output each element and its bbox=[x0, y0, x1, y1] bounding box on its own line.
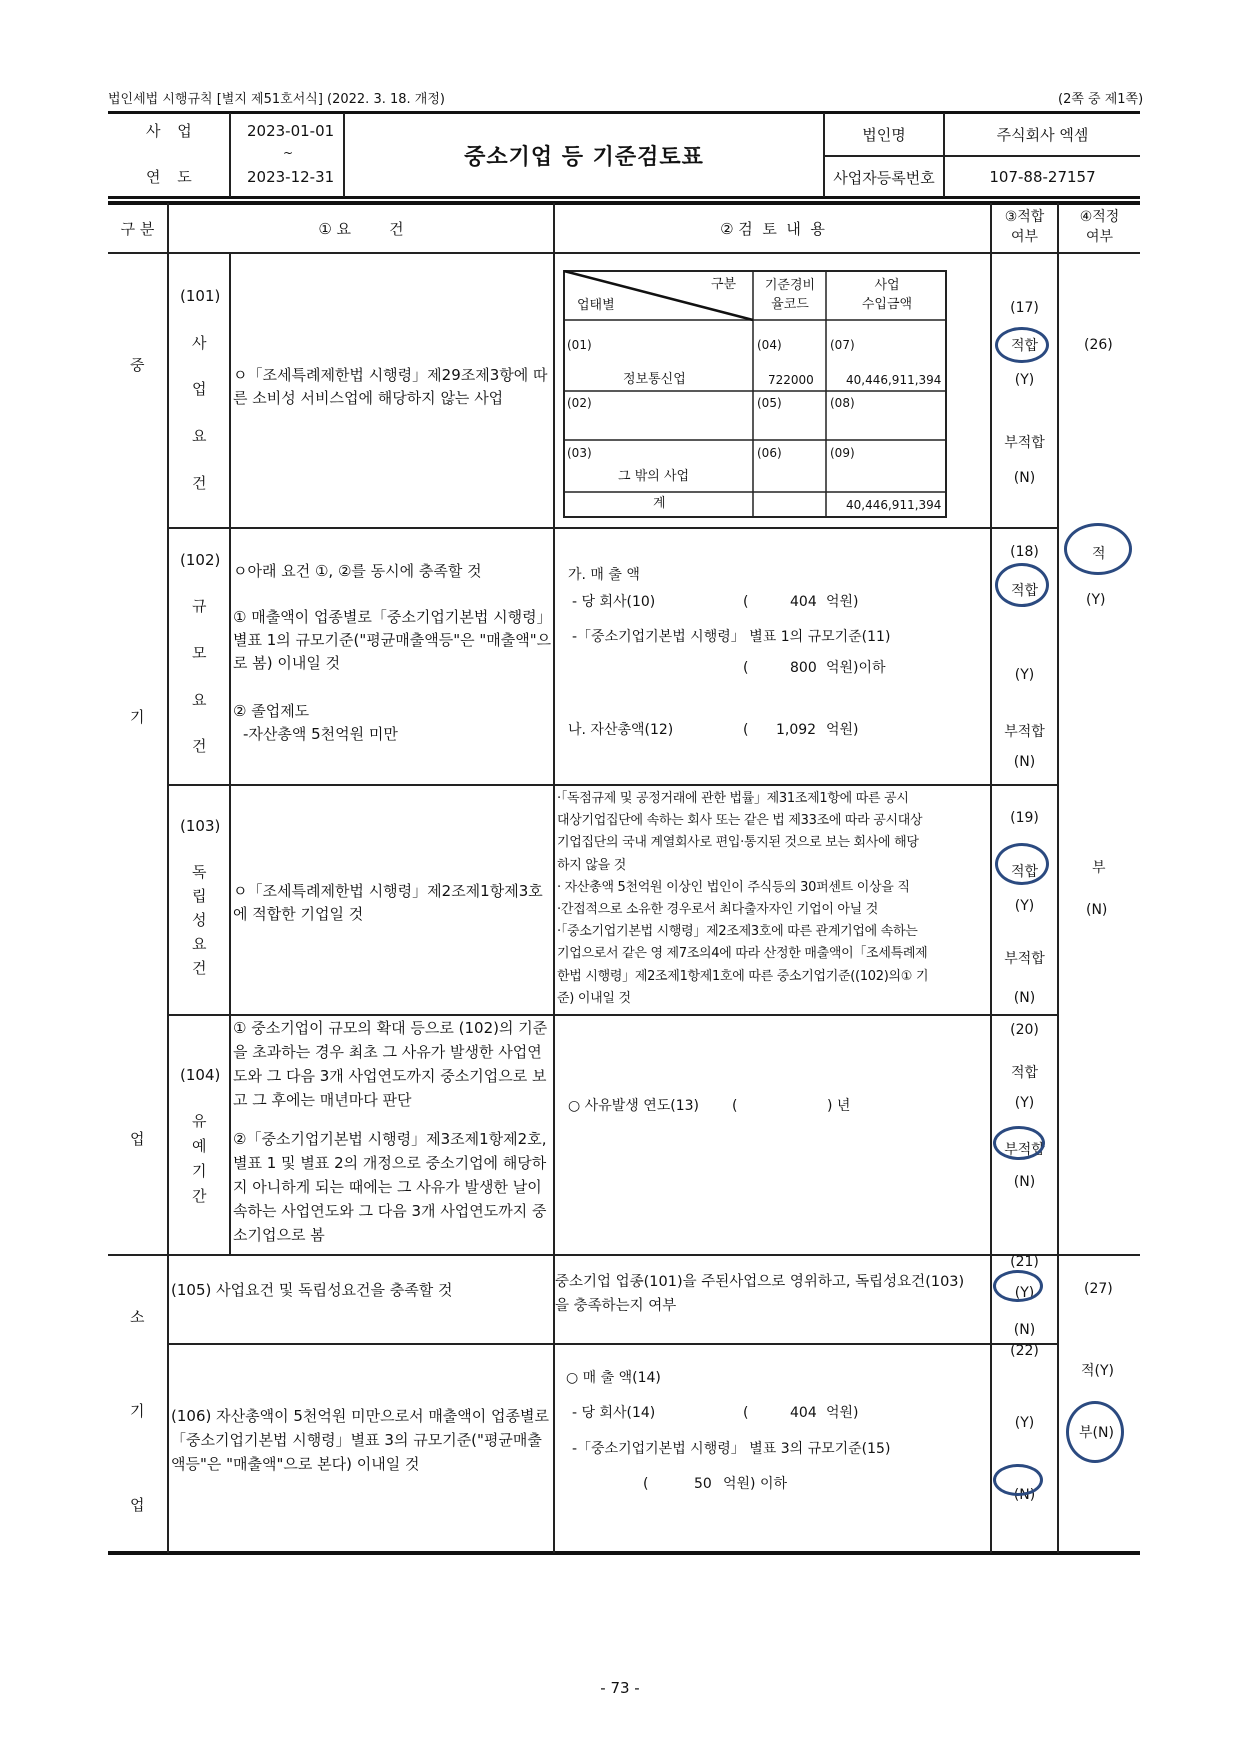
paren-open: ( bbox=[732, 1098, 738, 1114]
row102-label-char: 규 bbox=[192, 597, 207, 615]
selected-circle-mark bbox=[993, 1126, 1045, 1160]
period-label-bottom: 연 도 bbox=[146, 168, 198, 186]
header-code-line: 율코드 bbox=[771, 297, 809, 312]
selected-circle-mark bbox=[993, 1270, 1043, 1302]
fit-no-option[interactable]: (N) bbox=[1013, 1487, 1036, 1503]
corp-name-label: 법인명 bbox=[862, 125, 906, 144]
row102-std-value: 800 bbox=[790, 660, 817, 676]
row106-sales-title: ○ 매 출 액(14) bbox=[566, 1370, 661, 1386]
fit-no-code: (N) bbox=[1013, 470, 1036, 486]
cell-amount: 40,446,911,394 bbox=[846, 373, 942, 387]
selected-circle-mark bbox=[995, 843, 1049, 885]
row103-label-char: 건 bbox=[192, 959, 207, 977]
review-line: ·「독점규제 및 공정거래에 관한 법률」제31조제1항에 따른 공시 bbox=[557, 791, 909, 806]
fit-no: (22) bbox=[1010, 1343, 1039, 1359]
review-line: 대상기업집단에 속하는 회사 또는 같은 법 제33조에 따라 공시대상 bbox=[557, 813, 923, 829]
divider bbox=[167, 203, 169, 1553]
total-amount: 40,446,911,394 bbox=[846, 498, 942, 512]
row106-requirement: (106) 자산총액이 5천억원 미만으로서 매출액이 업종별로「중소기업기본법 시행령」별표 3의 규모기준("평균매출액등"은 "매출액"으로 본다) 이내일 것 bbox=[171, 1407, 550, 1473]
cell-no: (03) bbox=[567, 446, 592, 460]
row106-std-label: -「중소기업기본법 시행령」 별표 3의 규모기준(15) bbox=[572, 1441, 891, 1457]
row102-own-value: 404 bbox=[790, 594, 817, 610]
fit-yes-option[interactable]: 적합 bbox=[1010, 338, 1039, 354]
page-number: - 73 - bbox=[600, 1679, 640, 1697]
row103-code: (103) bbox=[180, 817, 221, 835]
cell-no: (04) bbox=[757, 338, 782, 352]
corp-name-value: 주식회사 엑셈 bbox=[996, 125, 1089, 144]
unit-label: 억원)이하 bbox=[826, 660, 886, 676]
cell-business-type: 정보통신업 bbox=[623, 372, 686, 387]
proper-yes-option[interactable]: 적(Y) bbox=[1081, 1363, 1114, 1379]
row103-label-char: 성 bbox=[192, 911, 207, 929]
fit-yes-code: (Y) bbox=[1014, 667, 1035, 683]
header-code-line: 기준경비 bbox=[764, 278, 816, 293]
divider bbox=[167, 1343, 1057, 1345]
row101-code: (101) bbox=[180, 287, 221, 305]
row102-req-item2: ② 졸업제도 bbox=[233, 702, 310, 720]
business-type-table bbox=[563, 270, 947, 518]
fit-no-option[interactable]: (N) bbox=[1013, 1322, 1036, 1338]
fit-yes-option[interactable]: (Y) bbox=[1014, 1415, 1035, 1431]
paren-open: ( bbox=[743, 594, 749, 610]
diag-header-bottom: 업태별 bbox=[577, 298, 615, 313]
group-label-char: 업 bbox=[130, 1130, 145, 1148]
row101-label-char: 건 bbox=[192, 474, 207, 492]
fit-yes-code: (Y) bbox=[1014, 1095, 1035, 1111]
col-header-fit-line2: 여부 bbox=[1010, 229, 1039, 245]
row104-code: (104) bbox=[180, 1066, 221, 1084]
row102-asset-label: 나. 자산총액(12) bbox=[568, 722, 674, 738]
proper-no-option[interactable]: 부(N) bbox=[1079, 1425, 1114, 1441]
group-label-char: 업 bbox=[130, 1496, 145, 1514]
row104-label-char: 간 bbox=[192, 1187, 207, 1205]
fit-no: (21) bbox=[1010, 1254, 1039, 1270]
col-header-category: 구 분 bbox=[120, 220, 155, 238]
review-line: 준) 이내일 것 bbox=[557, 990, 631, 1006]
page-title: 중소기업 등 기준검토표 bbox=[464, 144, 704, 170]
proper-no-code: (N) bbox=[1086, 902, 1108, 918]
row102-std-label: -「중소기업기본법 시행령」 별표 1의 규모기준(11) bbox=[572, 629, 891, 645]
cell-no: (07) bbox=[830, 338, 855, 352]
cell-code: 722000 bbox=[768, 373, 814, 387]
row102-req-intro: ㅇ아래 요건 ①, ②를 동시에 충족할 것 bbox=[233, 562, 482, 580]
cell-no: (09) bbox=[830, 446, 855, 460]
row102-label-char: 요 bbox=[192, 691, 207, 709]
fit-no: (18) bbox=[1010, 544, 1039, 560]
col-header-requirement: ① 요 건 bbox=[318, 220, 404, 238]
review-line: 기업으로서 같은 영 제7조의4에 따라 산정한 매출액이「조세특례제 bbox=[557, 946, 928, 962]
divider bbox=[108, 252, 1140, 254]
unit-label: 억원) 이하 bbox=[723, 1476, 788, 1492]
col-header-proper bbox=[1059, 207, 1140, 247]
fit-yes-option[interactable]: 적합 bbox=[1010, 1065, 1039, 1081]
table-bottom-rule bbox=[108, 1551, 1140, 1555]
review-line: 하지 않을 것 bbox=[557, 857, 626, 873]
review-line: 기업집단의 국내 계열회사로 편입·통지된 것으로 보는 회사에 해당 bbox=[557, 835, 919, 851]
fit-yes-option[interactable]: 적합 bbox=[1010, 583, 1039, 599]
row105-requirement: (105) 사업요건 및 독립성요건을 충족할 것 bbox=[171, 1281, 453, 1299]
row102-label-char: 모 bbox=[192, 644, 207, 662]
row102-code: (102) bbox=[180, 551, 221, 569]
paren-open: ( bbox=[743, 1405, 749, 1421]
row102-label-char: 건 bbox=[192, 737, 207, 755]
divider bbox=[1057, 203, 1059, 1553]
row103-label-char: 립 bbox=[192, 887, 207, 905]
group-label-char: 기 bbox=[130, 1402, 145, 1420]
divider bbox=[167, 784, 1057, 786]
proper-yes-code: (Y) bbox=[1086, 592, 1106, 608]
row101-label-char: 사 bbox=[192, 334, 207, 352]
row102-asset-value: 1,092 bbox=[776, 722, 817, 738]
group-label-char: 소 bbox=[130, 1308, 145, 1326]
row106-std-value: 50 bbox=[694, 1476, 712, 1492]
row104-label-char: 예 bbox=[192, 1137, 207, 1155]
row103-requirement: ㅇ「조세특례제한법 시행령」제2조제1항제3호에 적합한 기업일 것 bbox=[233, 882, 543, 923]
row104-label-char: 유 bbox=[192, 1112, 207, 1130]
row103-label-char: 독 bbox=[192, 863, 207, 881]
unit-label: 억원) bbox=[826, 1405, 859, 1421]
col-header-fit bbox=[992, 207, 1057, 247]
diag-header-top: 구분 bbox=[711, 277, 737, 292]
header-amount bbox=[827, 276, 947, 314]
selected-circle-mark bbox=[995, 327, 1049, 363]
cell-no: (02) bbox=[567, 396, 592, 410]
row105-review: 중소기업 업종(101)을 주된사업으로 영위하고, 독립성요건(103)을 충족하는지 여부 bbox=[555, 1274, 965, 1314]
fit-no-option[interactable]: 부적합 bbox=[1004, 724, 1045, 740]
fit-no-code: (N) bbox=[1013, 754, 1036, 770]
fit-no: (20) bbox=[1010, 1022, 1039, 1038]
group-label-char: 기 bbox=[130, 708, 145, 726]
row104-review-label: ○ 사유발생 연도(13) bbox=[568, 1098, 699, 1114]
total-label: 계 bbox=[653, 496, 666, 511]
row103-label-char: 요 bbox=[192, 935, 207, 953]
period-separator: ~ bbox=[283, 146, 294, 160]
fit-no-code: (N) bbox=[1013, 990, 1036, 1006]
fit-yes-code: (Y) bbox=[1014, 372, 1035, 388]
divider bbox=[553, 203, 555, 1553]
row102-req-item2-sub: -자산총액 5천억원 미만 bbox=[243, 725, 398, 743]
period-start: 2023-01-01 bbox=[247, 122, 335, 140]
fit-no-code: (N) bbox=[1013, 1174, 1036, 1190]
fit-no-option[interactable]: 부적합 bbox=[1004, 435, 1045, 451]
col-header-proper-line1: ④적정 bbox=[1079, 209, 1120, 225]
col-header-review: ② 검 토 내 용 bbox=[720, 220, 825, 238]
row101-requirement: ㅇ「조세특례제한법 시행령」제29조제3항에 따른 소비성 서비스업에 해당하지 않는 사업 bbox=[233, 366, 548, 407]
fit-no: (17) bbox=[1010, 300, 1039, 316]
fit-no-option[interactable]: 부적합 bbox=[1004, 1142, 1045, 1158]
paren-open: ( bbox=[743, 722, 749, 738]
row104-label-char: 기 bbox=[192, 1162, 207, 1180]
fit-yes-option[interactable]: 적합 bbox=[1010, 864, 1039, 880]
selected-circle-mark bbox=[995, 563, 1049, 607]
selected-circle-mark bbox=[993, 1464, 1043, 1496]
fit-no-option[interactable]: 부적합 bbox=[1004, 951, 1045, 967]
unit-label: 억원) bbox=[826, 594, 859, 610]
fit-no: (19) bbox=[1010, 810, 1039, 826]
review-line: ·「중소기업기본법 시행령」제2조제3호에 따른 관계기업에 속하는 bbox=[557, 924, 918, 940]
row101-label-char: 업 bbox=[192, 380, 207, 398]
fit-yes-option[interactable]: (Y) bbox=[1014, 1285, 1035, 1301]
cell-business-type: 그 밖의 사업 bbox=[618, 469, 690, 484]
form-caption: 법인세법 시행규칙 [별지 제51호서식] (2022. 3. 18. 개정) bbox=[108, 92, 445, 107]
header-code bbox=[754, 276, 826, 314]
header-amount-line: 사업 bbox=[874, 278, 900, 293]
col-header-proper-line2: 여부 bbox=[1085, 229, 1114, 245]
proper-no-27: (27) bbox=[1084, 1281, 1113, 1297]
divider bbox=[108, 1254, 1140, 1256]
fit-yes-code: (Y) bbox=[1014, 898, 1035, 914]
cell-no: (05) bbox=[757, 396, 782, 410]
cell-no: (06) bbox=[757, 446, 782, 460]
row102-req-item1: ① 매출액이 업종별로「중소기업기본법 시행령」별표 1의 규모기준("평균매출액등"은 "매출액"으로 봄) 이내일 것 bbox=[233, 608, 552, 672]
paren-open: ( bbox=[743, 660, 749, 676]
paren-open: ( bbox=[643, 1476, 649, 1492]
page-of-label: (2쪽 중 제1쪽) bbox=[1058, 92, 1144, 107]
row101-label-char: 요 bbox=[192, 427, 207, 445]
row104-req-item2: ②「중소기업기본법 시행령」제3조제1항제2호, 별표 1 및 별표 2의 개정으로 중소기업에 해당하지 아니하게 되는 때에는 그 사유가 발생한 날이 속하는 사업연도와 그 다음 3개 사업연도까지 중소기업으로 봄 bbox=[233, 1130, 547, 1244]
review-line: 한법 시행령」제2조제1항제1호에 따른 중소기업기준((102)의① 기 bbox=[557, 968, 929, 984]
review-line: ·간접적으로 소유한 경우로서 최다출자자인 기업이 아닐 것 bbox=[557, 902, 879, 918]
biz-no-value: 107-88-27157 bbox=[989, 168, 1096, 186]
unit-label: 억원) bbox=[826, 722, 859, 738]
row106-own-value: 404 bbox=[790, 1405, 817, 1421]
divider bbox=[167, 527, 1057, 529]
proper-no-option[interactable]: 부 bbox=[1092, 860, 1106, 876]
selected-circle-mark bbox=[1066, 1401, 1124, 1463]
proper-no-26: (26) bbox=[1084, 337, 1113, 353]
period-label-top: 사 업 bbox=[146, 122, 198, 140]
proper-yes-option[interactable]: 적 bbox=[1092, 546, 1106, 562]
row103-review bbox=[557, 788, 989, 1010]
group-label-char: 중 bbox=[130, 356, 145, 374]
divider bbox=[229, 252, 231, 1255]
col-header-fit-line1: ③적합 bbox=[1004, 209, 1045, 225]
row104-req-item1: ① 중소기업이 규모의 확대 등으로 (102)의 기준을 초과하는 경우 최초 그 사유가 발생한 사업연도와 그 다음 3개 사업연도까지 중소기업으로 보고 그 후에는 매년마다 판단 bbox=[233, 1019, 548, 1109]
period-end: 2023-12-31 bbox=[247, 168, 335, 186]
row106-own-label: - 당 회사(14) bbox=[572, 1405, 656, 1421]
divider bbox=[229, 113, 231, 197]
cell-no: (01) bbox=[567, 338, 592, 352]
biz-no-label: 사업자등록번호 bbox=[833, 168, 935, 187]
review-line: · 자산총액 5천억원 이상인 법인이 주식등의 30퍼센트 이상을 직 bbox=[557, 879, 910, 895]
header-amount-line: 수입금액 bbox=[861, 297, 913, 312]
row102-sales-title: 가. 매 출 액 bbox=[568, 567, 640, 583]
row102-own-label: - 당 회사(10) bbox=[572, 594, 656, 610]
selected-circle-mark bbox=[1064, 523, 1132, 575]
cell-no: (08) bbox=[830, 396, 855, 410]
year-close-label: ) 년 bbox=[827, 1098, 851, 1114]
